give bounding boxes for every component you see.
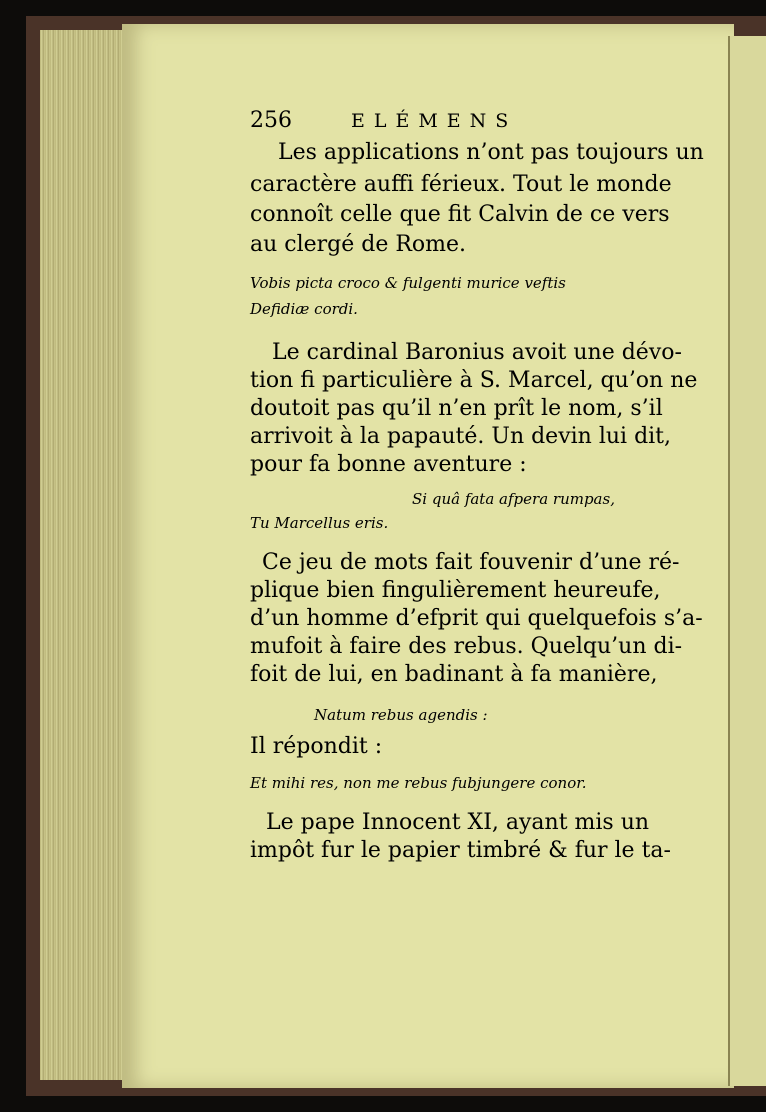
running-title: ELÉMENS bbox=[351, 110, 518, 132]
quote-line: Si quâ fata afpera rumpas, bbox=[412, 490, 615, 508]
page-header bbox=[250, 108, 517, 133]
text-line: Ce jeu de mots fait fouvenir d’une ré- bbox=[262, 550, 680, 575]
quote-line: Tu Marcellus eris. bbox=[250, 514, 389, 532]
text-line: pour fa bonne aventure : bbox=[250, 452, 527, 477]
page-edges bbox=[40, 30, 132, 1080]
text-line: d’un homme d’efprit qui quelquefois s’a- bbox=[250, 606, 703, 631]
next-page-edge bbox=[728, 36, 766, 1086]
text-line: doutoit pas qu’il n’en prît le nom, s’il bbox=[250, 396, 663, 421]
text-line: mufoit à faire des rebus. Quelqu’un di- bbox=[250, 634, 683, 659]
text-line: caractère auffi férieux. Tout le monde bbox=[250, 172, 672, 197]
text-line: au clergé de Rome. bbox=[250, 232, 467, 257]
quote-line: Et mihi res, non me rebus fubjungere conor. bbox=[250, 774, 587, 792]
text-line: Il répondit : bbox=[250, 734, 383, 759]
quote-line: Defidiæ cordi. bbox=[250, 300, 358, 318]
text-line: impôt fur le papier timbré & fur le ta- bbox=[250, 838, 671, 863]
text-line: Les applications n’ont pas toujours un bbox=[278, 140, 704, 165]
text-line: connoît celle que fit Calvin de ce vers bbox=[250, 202, 670, 227]
text-line: foit de lui, en badinant à fa manière, bbox=[250, 662, 658, 687]
quote-line: Natum rebus agendis : bbox=[314, 706, 488, 724]
text-line: Le cardinal Baronius avoit une dévo- bbox=[272, 340, 682, 365]
quote-line: Vobis picta croco & fulgenti murice veftis bbox=[250, 274, 566, 292]
text-line: tion fi particulière à S. Marcel, qu’on ne bbox=[250, 368, 698, 393]
text-line: plique bien fingulièrement heureufe, bbox=[250, 578, 661, 603]
text-line: arrivoit à la papauté. Un devin lui dit, bbox=[250, 424, 672, 449]
text-line: Le pape Innocent XI, ayant mis un bbox=[266, 810, 650, 835]
page-number: 256 bbox=[250, 108, 292, 133]
